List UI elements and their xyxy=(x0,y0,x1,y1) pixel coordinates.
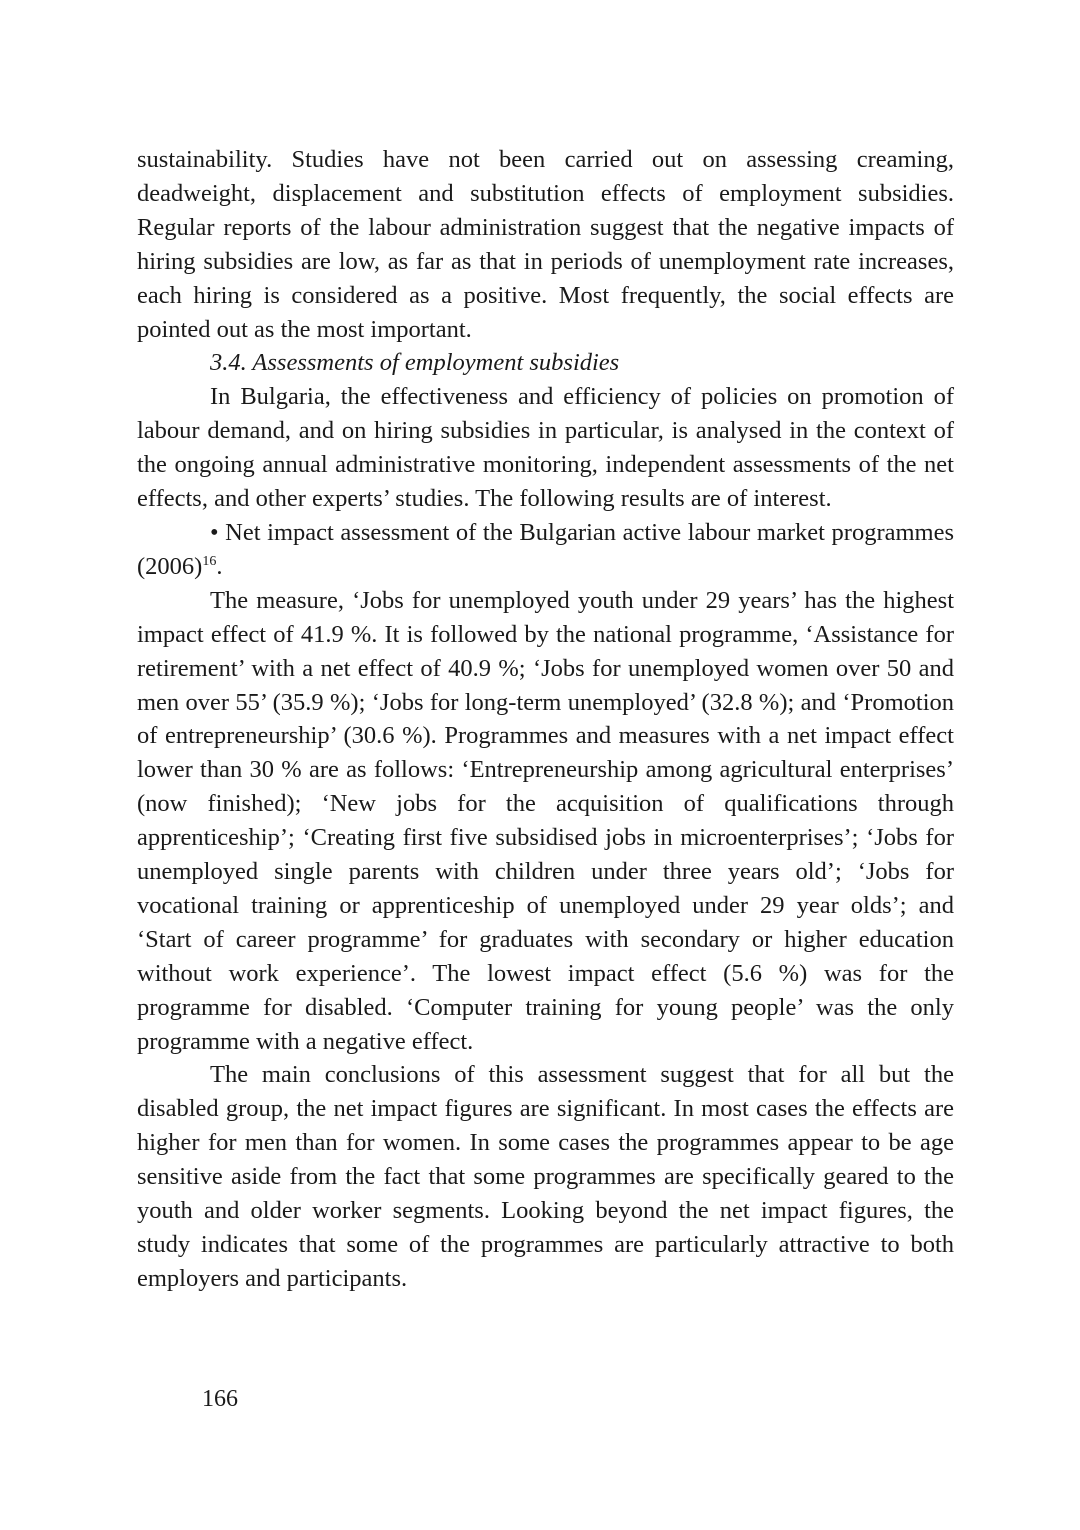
bullet-end: . xyxy=(216,552,223,580)
page-body xyxy=(137,143,954,1296)
bullet-text: Net impact assessment of the Bulgarian active labour market programmes (2006) xyxy=(137,518,954,580)
bullet-marker: • xyxy=(210,518,219,546)
paragraph-conclusions: The main conclusions of this assessment suggest that for all but the disabled group, the net impact figures are significant. In most cases the effects are higher for men than for women. In some cases the programmes appear to be age sensitive aside from the fact that some programmes are specifically geared to the youth and older worker segments. Looking beyond the net impact figures, the study indicates that some of the programmes are particularly attractive to both employers and participants. xyxy=(137,1061,954,1292)
bullet-item xyxy=(137,516,954,584)
footnote-reference[interactable]: 16 xyxy=(202,553,217,569)
section-heading: 3.4. Assessments of employment subsidies xyxy=(210,349,620,377)
paragraph-intro: In Bulgaria, the effectiveness and efficiency of policies on promotion of labour demand, and on hiring subsidies in particular, is analysed in the context of the ongoing annual administrative monitoring, independent assessments of the net effects, and other experts’ studies. The following results are of interest. xyxy=(137,383,954,513)
paragraph-continuation: sustainability. Studies have not been carried out on assessing creaming, deadweight, displacement and substitution effects of employment subsidies. Regular reports of the labour administration suggest that the negative impacts of hiring subsidies are low, as far as that in periods of unemployment rate increases, each hiring is considered as a positive. Most frequently, the social effects are pointed out as the most important. xyxy=(137,146,954,343)
paragraph-results: The measure, ‘Jobs for unemployed youth under 29 years’ has the highest impact effect of 41.9 %. It is followed by the national programme, ‘Assistance for retirement’ with a net effect of 40.9 %; ‘Jobs for unemployed women over 50 and men over 55’ (35.9 %); ‘Jobs for long-term unemployed’ (32.8 %); and ‘Promotion of entrepreneurship’ (30.6 %). Programmes and measures with a net impact effect lower than 30 % are as follows: ‘Entrepreneurship among agricultural enterprises’ (now finished); ‘New jobs for the acquisition of qualifications through apprenticeship’; ‘Creating first five subsidised jobs in microenterprises’; ‘Jobs for unemployed single parents with children under three years old’; ‘Jobs for vocational training or apprenticeship of unemployed under 29 year olds’; and ‘Start of career programme’ for graduates with secondary or higher education without work experience’. The lowest impact effect (5.6 %) was for the programme for disabled. ‘Computer training for young people’ was the only programme with a negative effect. xyxy=(137,586,954,1055)
page-number: 166 xyxy=(202,1386,238,1412)
